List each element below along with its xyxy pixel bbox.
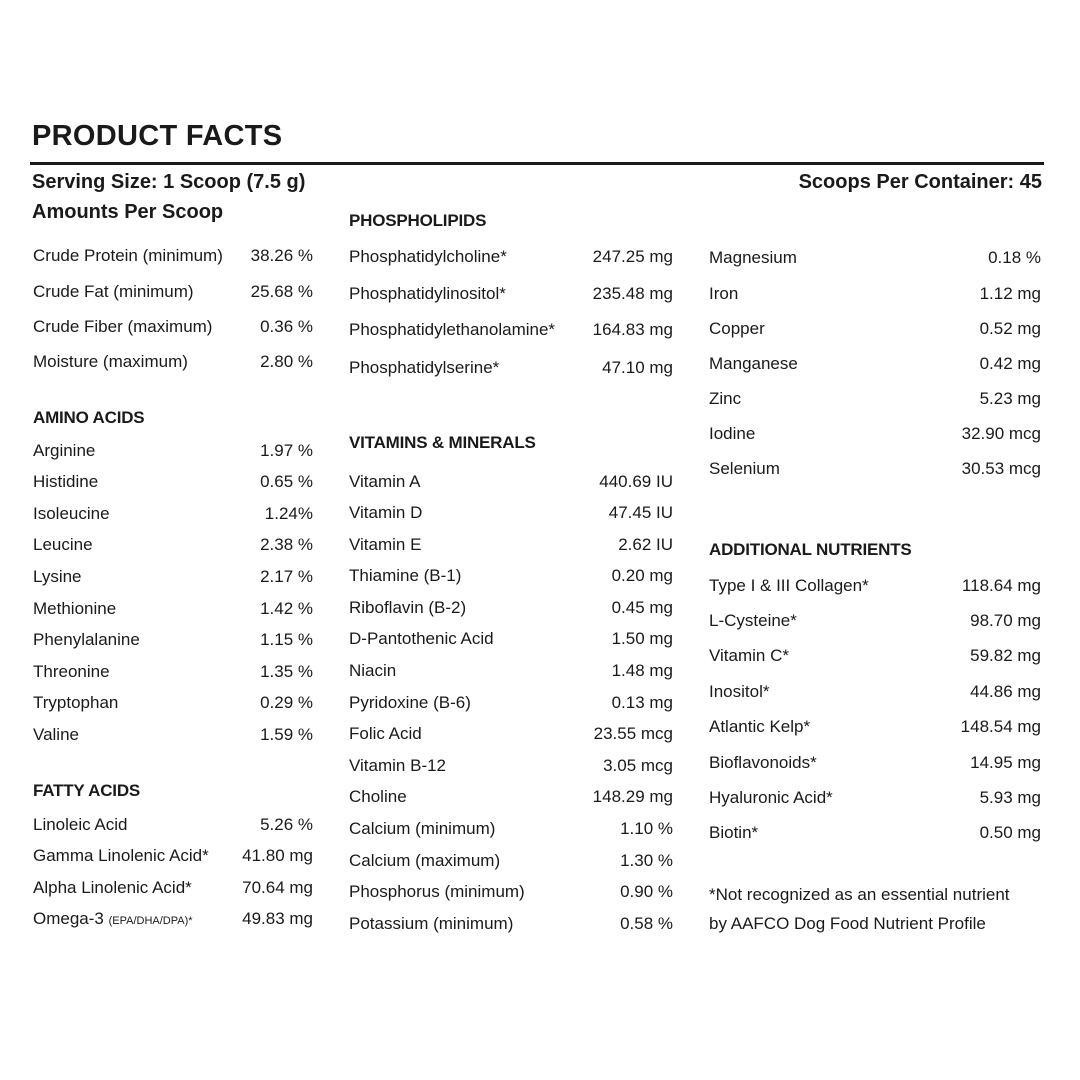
nutrient-row <box>709 682 1041 706</box>
nutrient-row <box>33 662 313 686</box>
nutrient-row <box>349 661 673 685</box>
nutrient-row <box>33 352 313 376</box>
nutrient-name: Iron <box>709 284 739 303</box>
nutrient-row <box>709 424 1041 448</box>
nutrient-name: Hyaluronic Acid* <box>709 788 833 807</box>
nutrient-row <box>33 909 313 933</box>
nutrient-row <box>349 320 673 344</box>
nutrient-name: Arginine <box>33 441 96 460</box>
nutrient-name: Valine <box>33 725 79 744</box>
nutrient-row <box>709 459 1041 483</box>
nutrient-row <box>349 851 673 875</box>
nutrient-value: 1.35 % <box>260 662 313 681</box>
amino-acids-heading: AMINO ACIDS <box>33 408 145 427</box>
nutrient-name: Gamma Linolenic Acid* <box>33 846 209 865</box>
nutrient-name: Phenylalanine <box>33 630 140 649</box>
nutrient-name: Biotin* <box>709 823 759 842</box>
nutrient-row <box>349 284 673 308</box>
nutrient-name: D-Pantothenic Acid <box>349 629 494 648</box>
nutrient-value: 1.50 mg <box>611 629 673 648</box>
nutrient-row <box>349 787 673 811</box>
nutrient-name: Isoleucine <box>33 504 110 523</box>
nutrient-row <box>709 389 1041 413</box>
nutrient-value: 0.29 % <box>260 693 313 712</box>
title-divider <box>30 162 1044 165</box>
nutrient-name: Moisture (maximum) <box>33 352 188 371</box>
nutrient-name <box>33 909 193 929</box>
nutrient-name: L-Cysteine* <box>709 611 797 630</box>
nutrient-row <box>709 753 1041 777</box>
nutrient-name: Threonine <box>33 662 110 681</box>
omega-sublabel: (EPA/DHA/DPA)* <box>108 915 193 927</box>
nutrient-row <box>709 611 1041 635</box>
nutrient-value: 1.97 % <box>260 441 313 460</box>
nutrient-value: 1.24% <box>264 504 313 523</box>
nutrient-row <box>709 646 1041 670</box>
nutrient-row <box>709 823 1041 847</box>
nutrient-value: 2.38 % <box>260 535 313 554</box>
nutrient-value: 1.10 % <box>620 819 673 838</box>
nutrient-value: 5.26 % <box>260 815 313 834</box>
nutrient-name: Crude Fat (minimum) <box>33 282 194 301</box>
nutrient-value: 2.80 % <box>260 352 313 371</box>
nutrient-row <box>33 599 313 623</box>
nutrient-name: Leucine <box>33 535 93 554</box>
nutrient-name: Pyridoxine (B-6) <box>349 693 471 712</box>
nutrient-row <box>709 319 1041 343</box>
nutrient-name: Zinc <box>709 389 742 408</box>
nutrient-value: 247.25 mg <box>592 247 673 266</box>
vitamins-minerals-heading: VITAMINS & MINERALS <box>349 433 536 452</box>
amounts-per-scoop: Amounts Per Scoop <box>32 201 224 223</box>
nutrient-name: Selenium <box>709 459 780 478</box>
nutrient-name: Iodine <box>709 424 756 443</box>
nutrient-name: Histidine <box>33 472 99 491</box>
nutrient-row <box>349 247 673 271</box>
nutrient-value: 47.45 IU <box>608 503 673 522</box>
nutrient-name: Phosphatidylserine* <box>349 358 500 377</box>
footnote-line-2: by AAFCO Dog Food Nutrient Profile <box>709 914 986 933</box>
nutrient-value: 148.29 mg <box>592 787 673 806</box>
nutrient-value: 3.05 mcg <box>603 756 673 775</box>
nutrient-name: Phosphatidylethanolamine* <box>349 320 556 339</box>
nutrient-row <box>33 725 313 749</box>
nutrient-row <box>33 535 313 559</box>
nutrient-value: 47.10 mg <box>602 358 673 377</box>
nutrient-row <box>349 914 673 938</box>
nutrient-name: Magnesium <box>709 248 797 267</box>
nutrient-name: Niacin <box>349 661 397 680</box>
nutrient-row <box>349 629 673 653</box>
nutrient-value: 148.54 mg <box>960 717 1041 736</box>
nutrient-row <box>709 248 1041 272</box>
nutrient-name: Thiamine (B-1) <box>349 566 462 585</box>
nutrient-value: 0.58 % <box>620 914 673 933</box>
nutrient-name: Vitamin C* <box>709 646 789 665</box>
nutrient-value: 0.45 mg <box>611 598 673 617</box>
nutrient-row <box>33 441 313 465</box>
nutrient-value: 25.68 % <box>250 282 313 301</box>
nutrient-name: Calcium (maximum) <box>349 851 501 870</box>
nutrient-name: Lysine <box>33 567 82 586</box>
nutrient-value: 1.12 mg <box>979 284 1041 303</box>
nutrient-value: 70.64 mg <box>242 878 313 897</box>
nutrient-value: 5.23 mg <box>979 389 1041 408</box>
nutrient-value: 1.59 % <box>260 725 313 744</box>
omega-label: Omega-3 <box>33 909 104 928</box>
nutrient-value: 32.90 mcg <box>961 424 1041 443</box>
nutrient-row <box>349 598 673 622</box>
nutrient-value: 0.20 mg <box>611 566 673 585</box>
nutrient-row <box>709 717 1041 741</box>
nutrient-row <box>349 358 673 382</box>
serving-size: Serving Size: 1 Scoop (7.5 g) <box>32 171 306 193</box>
nutrient-name: Vitamin A <box>349 472 421 491</box>
footnote-line-1: *Not recognized as an essential nutrient <box>709 885 1010 904</box>
nutrient-name: Alpha Linolenic Acid* <box>33 878 192 897</box>
nutrient-row <box>33 282 313 306</box>
nutrient-name: Atlantic Kelp* <box>709 717 811 736</box>
nutrient-value: 5.93 mg <box>979 788 1041 807</box>
nutrient-row <box>709 576 1041 600</box>
nutrient-value: 41.80 mg <box>242 846 313 865</box>
footnote <box>709 880 1049 938</box>
nutrient-name: Riboflavin (B-2) <box>349 598 467 617</box>
nutrient-value: 2.62 IU <box>618 535 673 554</box>
page-title: PRODUCT FACTS <box>32 120 283 152</box>
nutrient-row <box>33 504 313 528</box>
nutrient-value: 44.86 mg <box>970 682 1041 701</box>
nutrient-value: 14.95 mg <box>970 753 1041 772</box>
nutrient-value: 23.55 mcg <box>593 724 673 743</box>
nutrient-name: Tryptophan <box>33 693 119 712</box>
nutrient-value: 440.69 IU <box>599 472 673 491</box>
nutrient-row <box>349 503 673 527</box>
nutrient-value: 1.30 % <box>620 851 673 870</box>
nutrient-value: 0.50 mg <box>979 823 1041 842</box>
nutrient-value: 30.53 mcg <box>961 459 1041 478</box>
nutrient-name: Folic Acid <box>349 724 422 743</box>
nutrient-value: 59.82 mg <box>970 646 1041 665</box>
nutrient-name: Vitamin E <box>349 535 422 554</box>
nutrient-name: Manganese <box>709 354 798 373</box>
nutrient-value: 38.26 % <box>250 246 313 265</box>
nutrient-name: Type I & III Collagen* <box>709 576 869 595</box>
nutrient-row <box>33 567 313 591</box>
nutrient-value: 2.17 % <box>260 567 313 586</box>
nutrient-name: Inositol* <box>709 682 770 701</box>
nutrient-value: 118.64 mg <box>961 576 1041 595</box>
nutrient-name: Phosphorus (minimum) <box>349 882 525 901</box>
nutrient-value: 164.83 mg <box>592 320 673 339</box>
nutrient-name: Copper <box>709 319 765 338</box>
nutrient-value: 235.48 mg <box>592 284 673 303</box>
nutrient-row <box>349 472 673 496</box>
nutrient-name: Phosphatidylcholine* <box>349 247 507 266</box>
nutrient-row <box>33 815 313 839</box>
nutrient-name: Bioflavonoids* <box>709 753 817 772</box>
nutrient-value: 0.65 % <box>260 472 313 491</box>
nutrient-value: 1.42 % <box>260 599 313 618</box>
nutrient-value: 49.83 mg <box>242 909 313 928</box>
nutrient-value: 0.42 mg <box>979 354 1041 373</box>
nutrient-row <box>709 284 1041 308</box>
nutrient-row <box>349 819 673 843</box>
nutrient-row <box>33 846 313 870</box>
additional-nutrients-heading: ADDITIONAL NUTRIENTS <box>709 540 912 559</box>
nutrient-row <box>709 354 1041 378</box>
nutrient-row <box>349 693 673 717</box>
nutrient-row <box>33 246 313 270</box>
nutrient-row <box>33 317 313 341</box>
nutrient-name: Calcium (minimum) <box>349 819 496 838</box>
nutrient-name: Crude Protein (minimum) <box>33 246 223 265</box>
nutrient-name: Crude Fiber (maximum) <box>33 317 213 336</box>
nutrient-row <box>33 472 313 496</box>
nutrient-row <box>33 693 313 717</box>
nutrient-name: Vitamin B-12 <box>349 756 447 775</box>
phospholipids-heading: PHOSPHOLIPIDS <box>349 211 487 230</box>
nutrient-name: Choline <box>349 787 407 806</box>
nutrient-name: Linoleic Acid <box>33 815 128 834</box>
nutrient-name: Phosphatidylinositol* <box>349 284 506 303</box>
nutrient-value: 0.18 % <box>988 248 1041 267</box>
nutrient-row <box>349 756 673 780</box>
nutrient-name: Potassium (minimum) <box>349 914 514 933</box>
nutrient-value: 0.90 % <box>620 882 673 901</box>
nutrient-name: Vitamin D <box>349 503 423 522</box>
nutrient-value: 1.48 mg <box>611 661 673 680</box>
nutrient-value: 98.70 mg <box>970 611 1041 630</box>
nutrient-name: Methionine <box>33 599 117 618</box>
nutrient-row <box>33 878 313 902</box>
nutrient-value: 0.36 % <box>260 317 313 336</box>
nutrient-row <box>349 882 673 906</box>
nutrient-value: 0.13 mg <box>611 693 673 712</box>
fatty-acids-heading: FATTY ACIDS <box>33 781 141 800</box>
nutrient-value: 1.15 % <box>260 630 313 649</box>
nutrient-row <box>349 566 673 590</box>
scoops-per-container: Scoops Per Container: 45 <box>798 171 1042 193</box>
nutrient-row <box>349 535 673 559</box>
nutrient-row <box>709 788 1041 812</box>
nutrient-row <box>349 724 673 748</box>
nutrient-value: 0.52 mg <box>979 319 1041 338</box>
nutrient-row <box>33 630 313 654</box>
